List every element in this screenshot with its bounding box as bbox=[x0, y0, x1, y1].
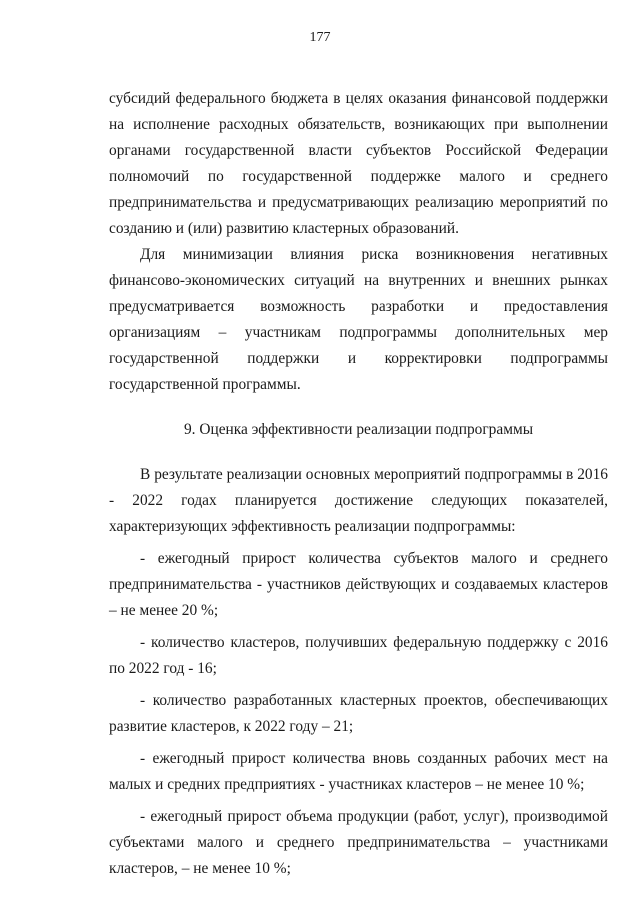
section-heading: 9. Оценка эффективности реализации подпрограммы bbox=[183, 421, 534, 438]
page-content bbox=[109, 86, 608, 882]
list-item: - ежегодный прирост количества вновь созданных рабочих мест на малых и средних предприятиях - участниках кластеров – не менее 10 %; bbox=[109, 750, 608, 793]
paragraph-continuation: субсидий федерального бюджета в целях оказания финансовой поддержки на исполнение расходных обязательств, возникающих при выполнении органами государственной власти субъектов Российской Федерации полномочий по государственной поддержке малого и среднего предпринимательства и предусматривающих реализацию мероприятий по созданию и (или) развитию кластерных образований. bbox=[109, 90, 608, 237]
page-number: 177 bbox=[309, 30, 331, 45]
paragraph-risk-mitigation: Для минимизации влияния риска возникновения негативных финансово-экономических ситуаций на внутренних и внешних рынках предусматривается возможность разработки и предоставления организациям – участникам подпрограммы дополнительных мер государственной поддержки и корректировки подпрограммы государственной программы. bbox=[109, 246, 608, 393]
list-item: - количество кластеров, получивших федеральную поддержку с 2016 по 2022 год - 16; bbox=[109, 634, 608, 677]
list-item: - количество разработанных кластерных проектов, обеспечивающих развитие кластеров, к 2022 году – 21; bbox=[109, 692, 608, 735]
list-item: - ежегодный прирост объема продукции (работ, услуг), производимой субъектами малого и среднего предпринимательства – участниками кластеров, – не менее 10 %; bbox=[109, 808, 608, 877]
list-item: - ежегодный прирост количества субъектов малого и среднего предпринимательства - участников действующих и создаваемых кластеров – не менее 20 %; bbox=[109, 550, 608, 619]
paragraph-intro: В результате реализации основных мероприятий подпрограммы в 2016 - 2022 годах планируется достижение следующих показателей, характеризующих эффективность реализации подпрограммы: bbox=[109, 466, 608, 535]
